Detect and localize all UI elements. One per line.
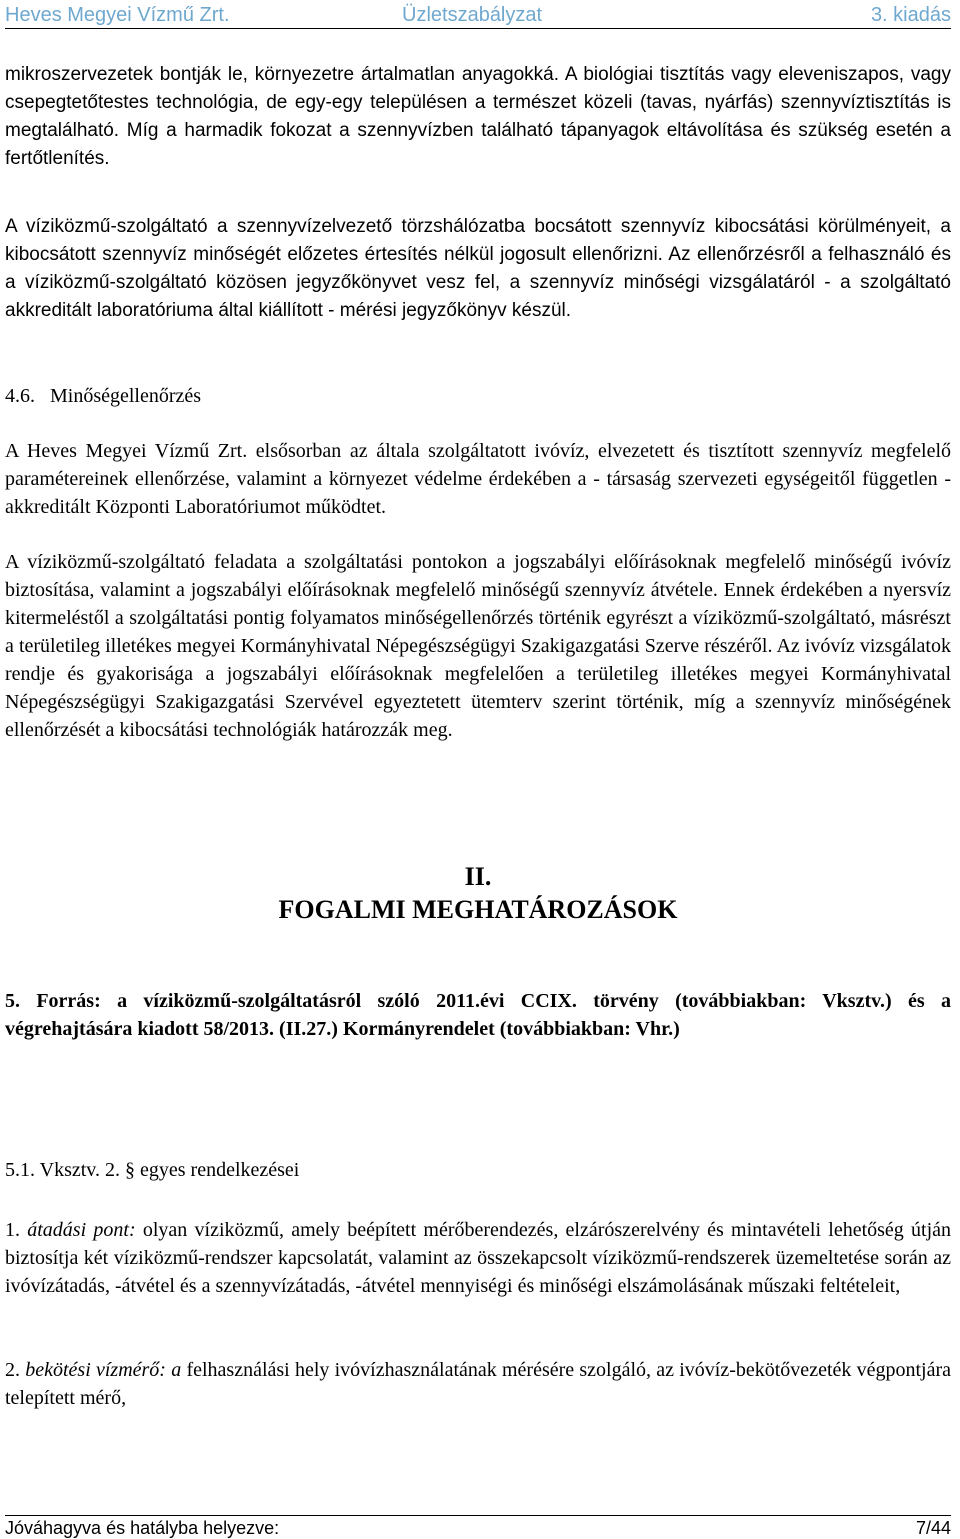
- source-statement: 5. Forrás: a víziközmű-szolgáltatásról szóló 2011.évi CCIX. törvény (továbbiakban: Vksztv.) és a végrehajtására kiadott 58/2013. (II.27.) Kormányrendelet (továbbiakban: Vhr.): [5, 990, 951, 1040]
- paragraph-provider-duties: A víziközmű-szolgáltató feladata a szolgáltatási pontokon a jogszabályi előírásoknak megfelelő minőségű ivóvíz biztosítása, valamint a jogszabályi előírásoknak megfelelő minőségű szennyvíz átvétele. Ennek érdekében a nyersvíz kitermeléstől a szolgáltatási pontig folyamatos minőségellenőrzés történik egyrészt a víziközmű-szolgáltató, másrészt a területileg illetékes megyei Kormányhivatal Népegészségügyi Szakigazgatási Szerve részéről. Az ivóvíz vizsgálatok rendje és gyakorisága a jogszabályi előírásoknak megfelelően a területileg illetékes megyei Kormányhivatal Népegészségügyi Szakigazgatási Szervével egyeztetett ütemterv szerint történik, míg a szennyvíz minőségének ellenőrzését a kibocsátási technológiák határozzák meg.: [5, 551, 951, 741]
- definition-number: 2.: [5, 1359, 20, 1381]
- footer-approval: Jóváhagyva és hatályba helyezve:: [5, 1518, 280, 1538]
- definition-term: átadási pont:: [27, 1219, 136, 1241]
- footer-page-number: 7/44: [915, 1518, 951, 1538]
- definition-text: olyan víziközmű, amely beépített mérőberendezés, elzárószerelvény és mintavételi lehetőség útján biztosítja két víziközmű-rendszer kapcsolatát, valamint az összekapcsolt víziközmű-rendszerek üzemeltetése során az ivóvízátadás, -átvétel és a szennyvízátadás, -átvétel mennyiségi és minőségi elszámolásának műszaki feltételeit,: [5, 1219, 952, 1297]
- subsection-heading: 5.1. Vksztv. 2. § egyes rendelkezései: [5, 1159, 300, 1181]
- definition-term: bekötési vízmérő: a: [25, 1359, 182, 1381]
- definition-item: [5, 1356, 951, 1412]
- header-document-title: Üzletszabályzat: [402, 4, 543, 26]
- chapter-title: FOGALMI MEGHATÁROZÁSOK: [278, 895, 678, 924]
- chapter-number: II.: [464, 862, 492, 891]
- page-footer: [5, 1515, 951, 1538]
- header-edition: 3. kiadás: [870, 4, 951, 26]
- paragraph-central-laboratory: A Heves Megyei Vízmű Zrt. elsősorban az általa szolgáltatott ivóvíz, elvezetett és tisztított szennyvíz megfelelő paramétereinek ellenőrzése, valamint a környezet védelme érdekében a - társaság szervezeti egységeitől független - akkreditált Központi Laboratóriumot működtet.: [5, 440, 951, 518]
- header-company: Heves Megyei Vízmű Zrt.: [5, 4, 230, 26]
- section-heading-quality-control: 4.6. Minőségellenőrzés: [5, 385, 202, 407]
- definition-item: [5, 1216, 951, 1300]
- page-header: [5, 2, 951, 29]
- definition-text: felhasználási hely ivóvízhasználatának mérésére szolgáló, az ivóvíz-bekötővezeték végpontjára telepített mérő,: [5, 1359, 952, 1409]
- definition-number: 1.: [5, 1219, 20, 1241]
- paragraph-wastewater-control: A víziközmű-szolgáltató a szennyvízelvezető törzshálózatba bocsátott szennyvíz kibocsátási körülményeit, a kibocsátott szennyvíz minőségét előzetes értesítés nélkül jogosult ellenőrizni. Az ellenőrzésről a felhasználó és a víziközmű-szolgáltató közösen jegyzőkönyvet vesz fel, a szennyvíz minőségi vizsgálatáról - a szolgáltató akkreditált laboratóriuma által kiállított - mérési jegyzőkönyv készül.: [5, 216, 951, 321]
- paragraph-treatment-stages: mikroszervezetek bontják le, környezetre ártalmatlan anyagokká. A biológiai tisztítás vagy eleveniszapos, vagy csepegtetőtestes technológia, de egy-egy településen a természet közeli (tavas, nyárfás) szennyvíztisztítás is megtalálható. Míg a harmadik fokozat a szennyvízben található tápanyagok eltávolítása és szükség esetén a fertőtlenítés.: [5, 64, 951, 169]
